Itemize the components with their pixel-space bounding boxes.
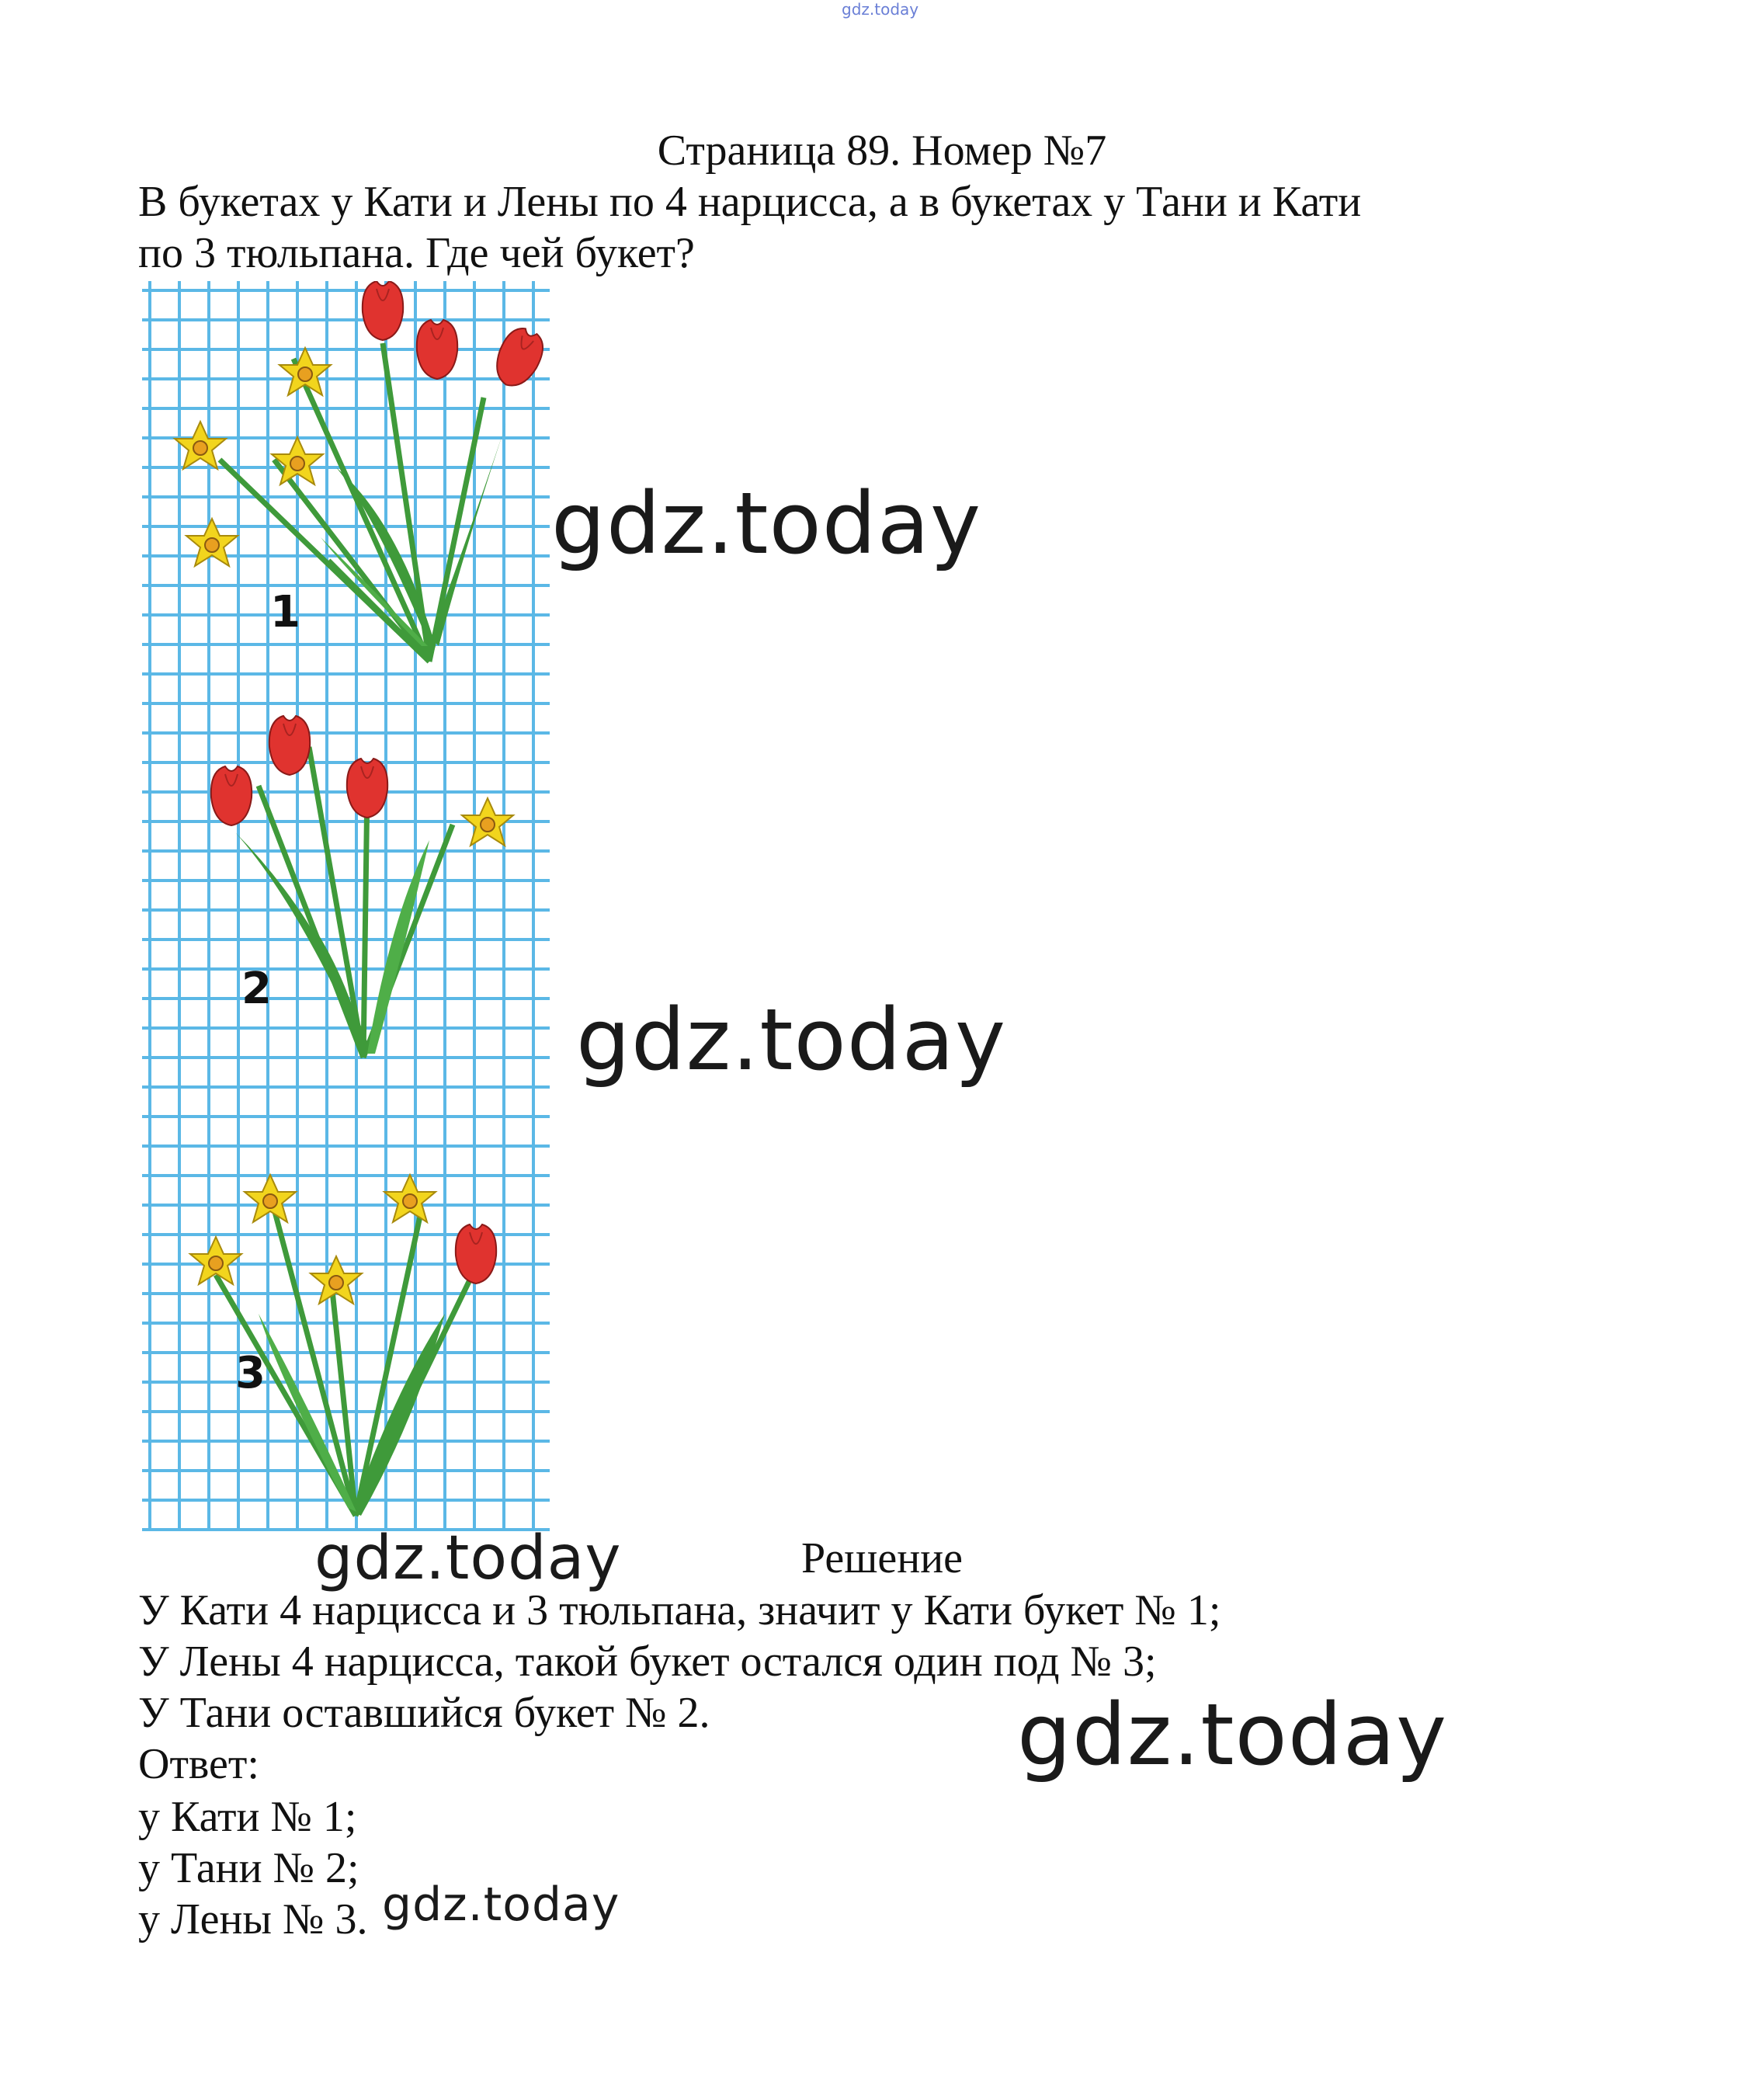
watermark-4: gdz.today [1017, 1685, 1448, 1784]
watermark-5: gdz.today [382, 1877, 620, 1932]
solution-line-3: У Тани оставшийся букет № 2. [138, 1689, 710, 1737]
watermark-3: gdz.today [314, 1523, 622, 1593]
bouquet-label-2: 2 [241, 964, 272, 1014]
watermark-1: gdz.today [551, 474, 982, 573]
answer-label: Ответ: [138, 1740, 259, 1788]
answer-tani: у Тани № 2; [138, 1844, 359, 1892]
watermark-2: gdz.today [576, 990, 1007, 1089]
bouquet-label-1: 1 [270, 587, 300, 637]
header-watermark: gdz.today [842, 0, 919, 19]
page-title: Страница 89. Номер №7 [657, 127, 1107, 175]
solution-heading: Решение [801, 1534, 964, 1582]
task-line-2: по 3 тюльпана. Где чей букет? [138, 229, 695, 277]
task-line-1: В букетах у Кати и Лены по 4 нарцисса, а в букетах у Тани и Кати [138, 178, 1362, 226]
solution-line-2: У Лены 4 нарцисса, такой букет остался один под № 3; [138, 1638, 1157, 1686]
bouquet-label-3: 3 [235, 1348, 266, 1398]
solution-line-1: У Кати 4 нарцисса и 3 тюльпана, значит у Кати букет № 1; [138, 1586, 1221, 1634]
answer-kati: у Кати № 1; [138, 1793, 357, 1841]
answer-leny: у Лены № 3. [138, 1895, 368, 1943]
bouquets-figure [142, 281, 550, 1531]
grid-background [142, 281, 550, 1531]
